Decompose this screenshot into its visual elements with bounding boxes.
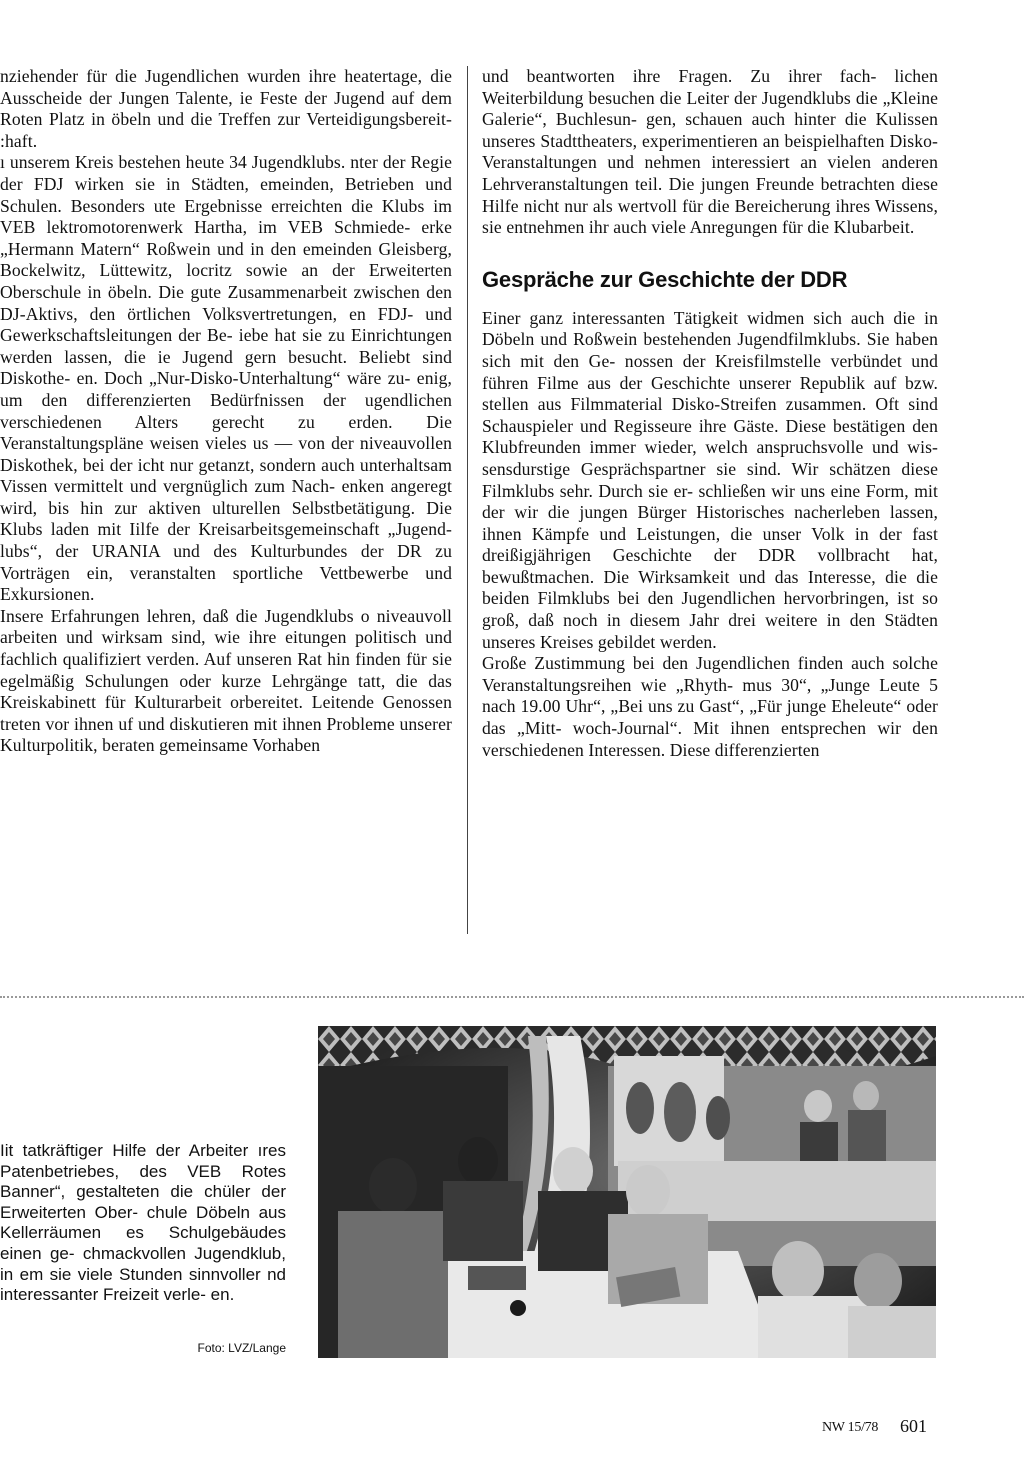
- paragraph: Große Zustimmung bei den Jugendlichen finden auch solche Veranstaltungsreihen wie „Rhyth- mus 30“, „Junge Leute 5 nach 19.00 Uhr“, „Bei uns zu Gast“, „Für junge Eheleute“ oder das „Mitt- woch-Journal“. Mit ihnen entsprechen wir den verschiedenen Interessen. Diese differenzierten: [482, 653, 938, 760]
- left-column: [0, 66, 452, 757]
- photo-caption: Iit tatkräftiger Hilfe der Arbeiter ıres Patenbetriebes, des VEB Rotes Banner“, gestalteten die chüler der Erweiterten Ober- chule Döbeln aus Kellerräumen es Schulgebäudes einen ge- chmackvollen Jugendklub, in em sie viele Stunden sinnvoller nd interessanter Freizeit verle- en.: [0, 1141, 286, 1305]
- column-divider: [467, 66, 468, 934]
- photo-credit: Foto: LVZ/Lange: [197, 1341, 286, 1355]
- paragraph: nziehender für die Jugendlichen wurden ihre heatertage, die Ausscheide der Jungen Talente, ie Feste der Jugend auf dem Roten Platz in öbeln und die Treffen zur Verteidigungsbereit- :haft.: [0, 66, 452, 151]
- section-heading: Gespräche zur Geschichte der DDR: [482, 266, 848, 292]
- paragraph: Einer ganz interessanten Tätigkeit widmen sich auch die in Döbeln und Roßwein bestehenden Jugendfilmklubs. Sie haben sich mit den Ge- nossen der Kreisfilmstelle verbündet und führen Filme aus der Geschichte unserer Republik auf bzw. stellen aus Filmmaterial Disko-Streifen zusammen. Oft sind Schauspieler und Regisseure ihre Gäste. Diese bestätigen den Klubfreunden immer wieder, welch anspruchsvolle und wis- sensdurstige Gesprächspartner sie sind. Wir schätzen diese Filmklubs sehr. Durch sie er- schließen wir uns eine Form, mit der wir die jungen Bürger Historisches nacherleben lassen, ihnen Kämpfe und Leistungen, die unser Volk in der fast dreißigjährigen Geschichte der DDR vollbracht hat, bewußtmachen. Die Wirksamkeit und das Interesse, die die beiden Filmklubs bei den Jugendlichen hervorbringen, ist so groß, daß noch in diesem Jahr drei weitere in den Städten unseres Kreises gebildet werden.: [482, 307, 938, 652]
- photo-image: [318, 1026, 936, 1358]
- photo-youth-club: [318, 1026, 936, 1358]
- paragraph: und beantworten ihre Fragen. Zu ihrer fach- lichen Weiterbildung besuchen die Leiter der Jugendklubs die „Kleine Galerie“, Buchlesun- gen, schauen auch hinter die Kulissen unseres Stadttheaters, experimentieren an beispielhaften Disko-Veranstaltungen und nehmen interessiert an vielen anderen Lehrveranstaltungen teil. Die jungen Freunde betrachten diese Hilfe nicht nur als wertvoll für die Bereicherung ihres Wissens, sie entnehmen ihr auch viele Anregungen für die Klubarbeit.: [482, 66, 938, 238]
- issue-label: NW 15/78: [822, 1420, 879, 1435]
- right-column: [482, 66, 938, 761]
- paragraph: ı unserem Kreis bestehen heute 34 Jugendklubs. nter der Regie der FDJ wirken sie in Städten, emeinden, Betrieben und Schulen. Besonders ute Ergebnisse erreichten die Klubs im VEB lektromotorenwerk Hartha, im VEB Schmiede- erke „Hermann Matern“ Roßwein und in den emeinden Gleisberg, Bockelwitz, Lüttewitz, locritz sowie an der Erweiterten Oberschule in öbeln. Die gute Zusammenarbeit zwischen den DJ-Aktivs, den örtlichen Volksvertretungen, en FDJ- und Gewerkschaftsleitungen der Be- iebe hat sie zu Einrichtungen werden lassen, die ie Jugend gern besucht. Beliebt sind Diskothe- en. Doch „Nur-Disko-Unterhaltung“ wäre zu- enig, um den differenzierten Bedürfnissen der ugendlichen verschiedenen Alters gerecht zu erden. Die Veranstaltungspläne weisen vieles us — von der niveauvollen Diskothek, bei der icht nur getanzt, sondern auch unterhaltsam Vissen vermittelt und vergnüglich zum Nach- enken angeregt wird, bis hin zur aktiven ulturellen Selbstbetätigung. Die Klubs laden mit Iilfe der Kreisarbeitsgemeinschaft „Jugend- lubs“, der URANIA und des Kulturbundes der DR zu Vorträgen ein, veranstalten sportliche Vettbewerbe und Exkursionen.: [0, 152, 452, 605]
- dotted-separator: [0, 996, 1024, 998]
- page-number: 601: [900, 1416, 927, 1436]
- paragraph: Insere Erfahrungen lehren, daß die Jugendklubs o niveauvoll arbeiten und wirksam sind, wie ihre eitungen politisch und fachlich qualifiziert verden. Auf unseren Rat hin finden für sie egelmäßig Schulungen oder kurze Lehrgänge tatt, die das Kreiskabinett für Kulturarbeit orbereitet. Leitende Genossen treten vor ihnen uf und diskutieren mit ihnen Probleme unserer Kulturpolitik, beraten gemeinsame Vorhaben: [0, 605, 452, 756]
